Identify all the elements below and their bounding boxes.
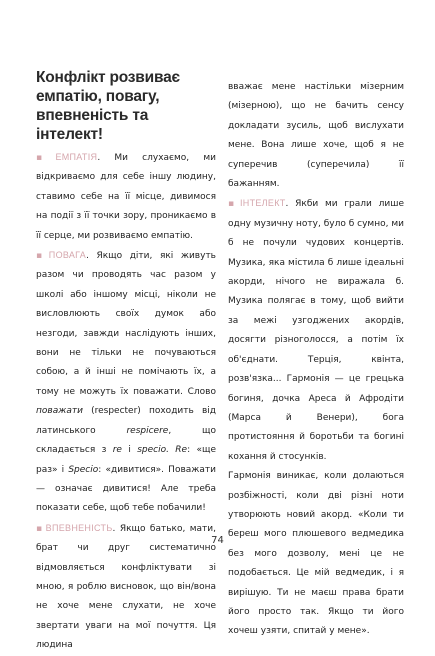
- respect-text-3: , що складається з: [36, 425, 216, 456]
- continued-paragraph: вважає мене настільки мізерним (мізерною), що не бачить сенсу докладати зусиль, щоб вислухати мене. Вона лише хоче, щоб я не суперечив (суперечила) її бажанням.: [228, 82, 404, 190]
- respect-re-2: . Re: [166, 445, 188, 456]
- respect-latin: respicere: [126, 425, 169, 436]
- intellect-paragraph: [228, 194, 404, 467]
- bullet-icon: ▪: [36, 523, 44, 534]
- bullet-icon: ▪: [228, 199, 238, 210]
- right-column: [228, 78, 404, 642]
- empathy-paragraph: [36, 148, 216, 246]
- respect-re: re: [112, 445, 122, 456]
- confidence-term: ВПЕВНЕНІСТЬ: [45, 522, 113, 533]
- respect-text-2: (respecter) походить від латинського: [36, 406, 216, 436]
- section-title: Конфлікт розвиває емпатію, повагу, впевненість та інтелект!: [36, 69, 180, 143]
- respect-word: поважати: [36, 406, 83, 417]
- harmony-paragraph: Гармонія виникає, коли долаються розбіжності, коли дві різні ноти утворюють новий акорд. «Коли ти береш мого плюшевого ведмедика без мого дозволу, мені це не подобається. Це мій ведмедик, і я вирішую. Ти не маєш права брати його просто так. Якщо ти його хочеш узяти, спитай у мене».: [228, 471, 404, 637]
- empathy-term: ЕМПАТІЯ: [55, 152, 98, 162]
- respect-paragraph: [36, 246, 216, 519]
- respect-text-4: : «ще раз» і: [36, 445, 216, 475]
- respect-text-1: . Якщо діти, які живуть разом чи проводять час разом у школі або іншому місці, ніколи не висловлюють своїх думок або незгоди, завжди наслідують інших, вони не тільки не почуваються собою, а й інші не помічають їх, а тому не можуть їх поважати. Слово: [36, 251, 216, 397]
- respect-specio: specio: [137, 445, 167, 456]
- respect-text-5: : «дивитися». Поважати — означає дивитися! Але треба показати себе, щоб тебе побачили!: [36, 464, 216, 514]
- intellect-term: ІНТЕЛЕКТ: [239, 198, 286, 209]
- left-column: [36, 68, 216, 656]
- page-number: 74: [211, 535, 224, 546]
- respect-specio-2: Specio: [68, 464, 99, 475]
- bullet-icon: ▪: [36, 153, 54, 163]
- respect-term: ПОВАГА: [48, 250, 87, 261]
- confidence-text: . Якщо батько, мати, брат чи друг систематично відмовляється конфліктувати зі мною, я роблю висновок, що він/вона не хоче мене слухати, не хоче звертати уваги на мої почуття. Ця людина: [36, 523, 216, 651]
- empathy-text: . Ми слухаємо, ми відкриваємо для себе іншу людину, ставимо себе на її місце, дивимося на події з її точки зору, проникаємо в її серце, ми розвиваємо емпатію.: [36, 153, 216, 241]
- respect-and: і: [121, 445, 138, 456]
- intellect-text: . Якби ми грали лише одну музичну ноту, було б сумно, ми б не почули чудових концертів. Музика, яка містила б лише ідеальні акорди, нічого не виражала б. Музика полягає в тому, щоб вийти за межі узгоджених акордів, досягти різноголосся, а потім їх об'єднати. Терція, квінта, розв'язка... Гармонія — це грецька богиня, дочка Ареса й Афродіти (Марса й Венери), бога протистояння й боротьби та богині кохання й стосунків.: [228, 199, 404, 462]
- bullet-icon: ▪: [36, 251, 47, 262]
